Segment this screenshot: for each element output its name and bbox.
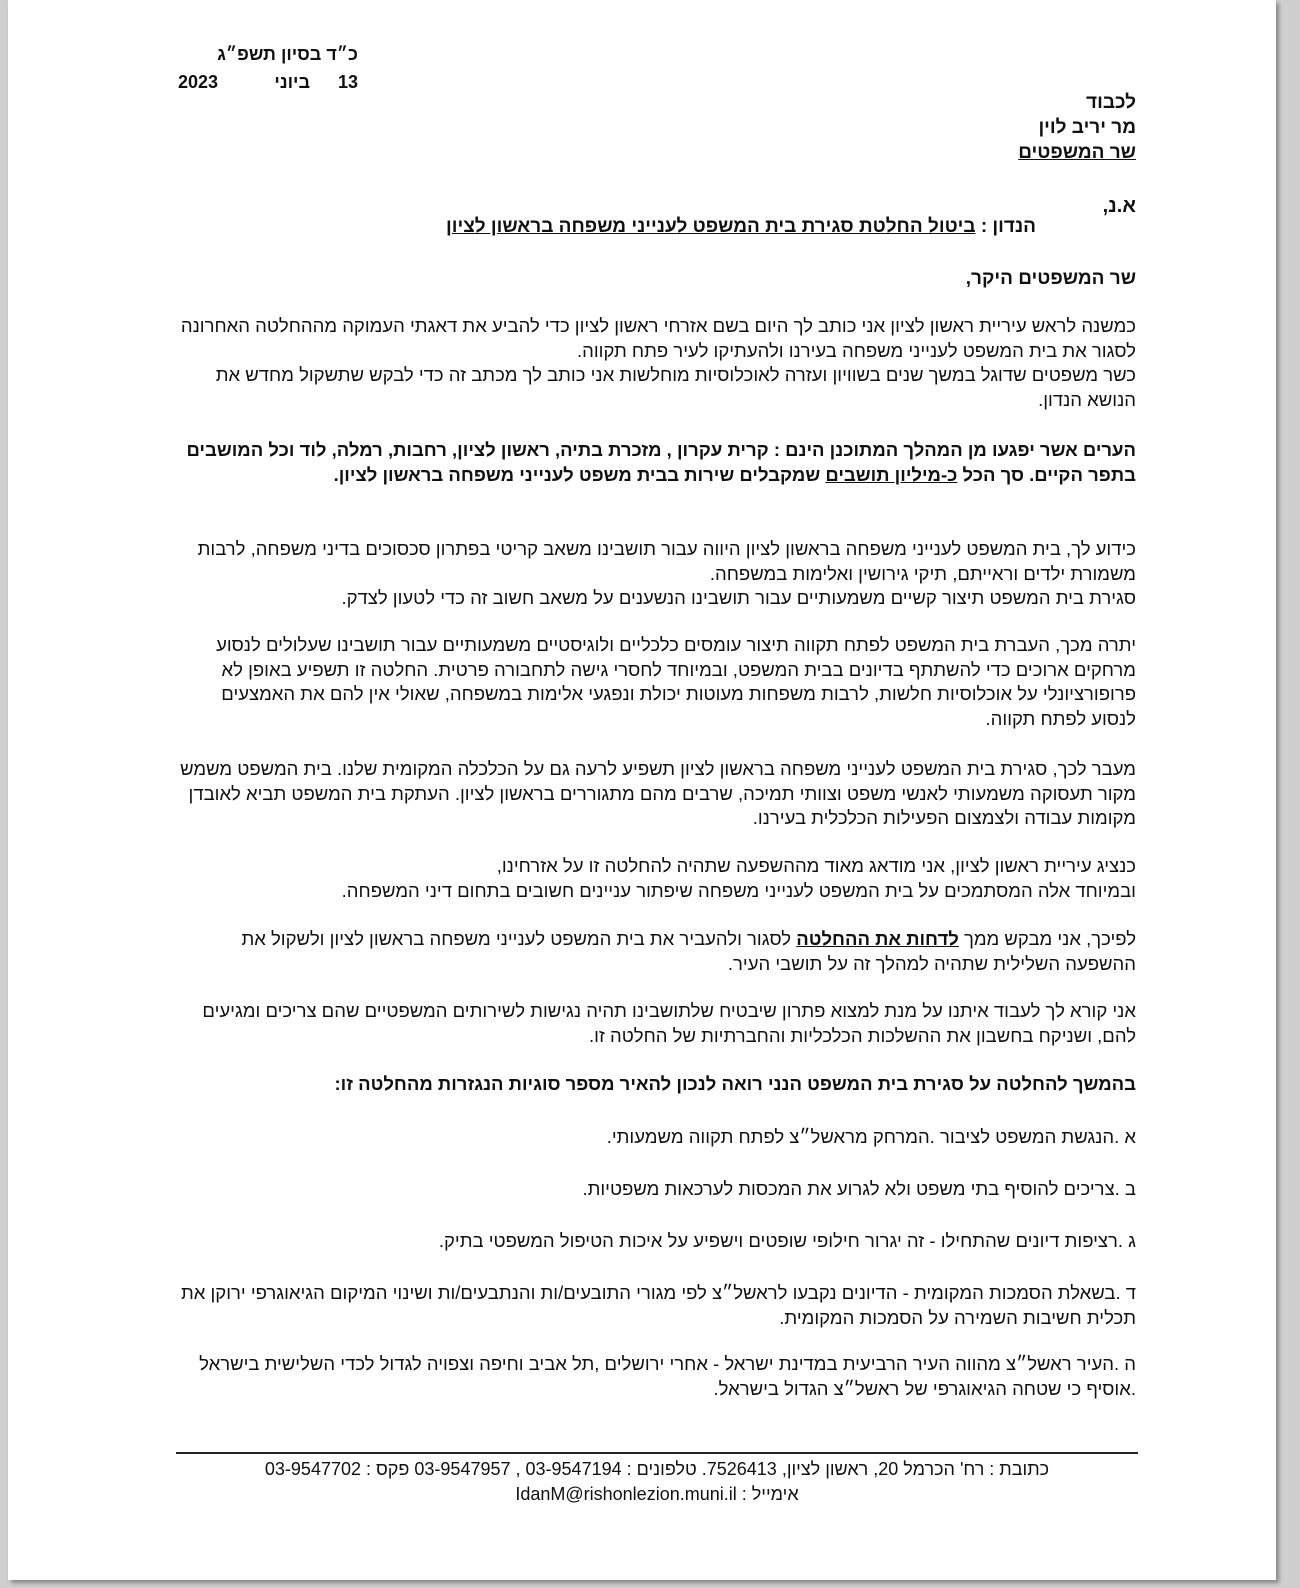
addressee-honorific: לכבוד (1086, 92, 1136, 113)
addressee-block (1018, 90, 1136, 165)
paragraph-economy: מעבר לכך, סגירת בית המשפט לענייני משפחה בראשון לציון תשפיע לרעה גם על הכלכלה המקומית שלנו. בית המשפט משמש מקור תעסוקה משמעותי לאנשי משפט וצוותי תמיכה, שרבים מהם מתגוררים בראשון לציון. העתקת בית המשפט תביא לאובדן מקומות עבודה ולצמצום הפעילות הכלכלית בעירנו. (180, 758, 1136, 828)
paragraph-intro (178, 314, 1136, 412)
paragraph-text: לפיכך, אני מבקש ממך (963, 928, 1136, 949)
paragraph-text: ובמיוחד אלה המסתמכים על בית המשפט לענייני משפחה שיפתור עניינים חשובים בתחום דיני המשפחה. (341, 879, 1136, 901)
date-block (178, 40, 358, 96)
date-month: ביוני (274, 72, 310, 92)
hebrew-date: כ״ד בסיון תשפ״ג (217, 44, 358, 64)
paragraph-court-role (178, 537, 1136, 611)
issue-item: ב .צריכים להוסיף בתי משפט ולא לגרוע את המכסות לערכאות משפטיות. (582, 1178, 1136, 1199)
paragraph-text: כידוע לך, בית המשפט לענייני משפחה בראשון לציון היווה עבור תושבינו משאב קריטי בפתרון סכסוכים בדיני משפחה, לרבות משמורת ילדים וראייתם, תיקי גירושין ואלימות במשפחה. (197, 538, 1136, 584)
paragraph-text: לסגור ולהעביר את בית המשפט לענייני משפחה בראשון לציון ולשקול את ההשפעה השלילית שתהיה למהלך זה על תושבי העיר. (241, 928, 1136, 974)
paragraph-concern (178, 854, 1136, 903)
paragraph-text: סגירת בית המשפט תיצור קשיים משמעותיים עבור תושבינו הנשענים על משאב חשוב זה כדי לטעון לצדק. (341, 587, 1136, 608)
issue-item: ה .העיר ראשל״צ מהווה העיר הרביעית במדינת ישראל - אחרי ירושלים ,תל אביב וחיפה וצפויה לגדול לכדי השלישית בישראל .אוסיף כי שטחה הגיאוגרפי של ראשל״צ הגדול בישראל. (199, 1353, 1136, 1399)
letter-page (8, 0, 1276, 1580)
issue-item: ג .רציפות דיונים שהתחילו - זה יגרור חילופי שופטים וישפיע על איכות הטיפול המשפטי בתיק. (438, 1230, 1136, 1251)
email-link[interactable]: IdanM@rishonlezion.muni.il (515, 1484, 737, 1504)
paragraph-call: אני קורא לך לעבוד איתנו על מנת למצוא פתרון שיבטיח שלתושבינו תהיה נגישות לשירותים המשפטיים שהם צריכים ומגיעים להם, ושניקח בחשבון את ההשלכות הכלכליות והחברתיות של החלטה זו. (202, 1000, 1136, 1046)
salutation: שר המשפטים היקר, (965, 268, 1136, 289)
subject-text: ביטול החלטת סגירת בית המשפט לענייני משפחה בראשון לציון (446, 216, 976, 237)
subject-label: הנדון : (980, 216, 1036, 237)
paragraph-text: כנציג עיריית ראשון לציון, אני מודאג מאוד מההשפעה שתהיה להחלטה זו על אזרחינו, (496, 855, 1136, 876)
paragraph-issues-heading: בהמשך להחלטה על סגירת בית המשפט הנני רואה לנכון להאיר מספר סוגיות הנגזרות מהחלטה זו: (334, 1073, 1136, 1094)
request-highlight: לדחות את ההחלטה (796, 928, 959, 949)
date-year: 2023 (178, 72, 219, 92)
paragraph-text: כשר משפטים שדוגל במשך שנים בשוויון ועזרה לאוכלוסיות מוחלשות אני כותב לך מכתב זה כדי לבקש שתשקול מחדש את הנושא הנדון. (215, 364, 1136, 410)
footer-divider (176, 1452, 1138, 1454)
date-day: 13 (337, 72, 358, 92)
paragraph-request (178, 927, 1136, 976)
issue-item: א .הנגשת המשפט לציבור .המרחק מראשל״צ לפתח תקווה משמעותי. (606, 1126, 1136, 1147)
paragraph-text: שמקבלים שירות בבית משפט לענייני משפחה בראשון לציון. (333, 463, 821, 485)
footer-address: כתובת : רח' הכרמל 20, ראשון לציון, 7526413. טלפונים : 03-9547194 , 03-9547957 פקס : 03-9547702 (264, 1459, 1050, 1479)
paragraph-text: כמשנה לראש עיריית ראשון לציון אני כותב לך היום בשם אזרחי ראשון לציון כדי להביע את דאגתי העמוקה מההחלטה האחרונה לסגור את בית המשפט לענייני משפחה בעירנו ולהעתיקו לעיר פתח תקווה. (180, 315, 1136, 361)
subject-line (446, 216, 1036, 238)
paragraph-burden: יתרה מכך, העברת בית המשפט לפתח תקווה תיצור עומסים כלכליים ולוגיסטיים משמעותיים עבור תושבינו שעלולים לנסוע מרחקים ארוכים כדי להשתתף בדיונים בבית המשפט, ובמיוחד לחסרי גישה לתחבורה פרטית. החלטה זו תשפיע באופן לא פרופורציונלי על אוכלוסיות חלשות, לרבות משפחות מעוטות יכולת ונפגעי אלימות במשפחה, שאולי אין להם את האמצעים לנסוע לפתח תקווה. (216, 634, 1136, 729)
paragraph-text: הערים אשר יפגעו מן המהלך המתוכנן הינם : קרית עקרון , מזכרת בתיה, ראשון לציון, רחבות, רמלה, לוד וכל המושבים בתפר הקיים. סך הכל (186, 439, 1136, 485)
gregorian-date (178, 68, 358, 96)
addressee-title: שר המשפטים (1018, 142, 1136, 163)
population-highlight: כ-מיליון תושבים (825, 463, 958, 485)
issue-item: ד .בשאלת הסמכות המקומית - הדיונים נקבעו לראשל״צ לפי מגורי התובעים/ות והנתבעים/ות ושינוי המיקום הגיאוגרפי ירוקן את תכלית חשיבות השמירה על הסמכות המקומית. (180, 1282, 1136, 1328)
greeting-abbr: א.נ, (1102, 195, 1136, 217)
paragraph-affected-cities (178, 438, 1136, 487)
addressee-name: מר יריב לוין (1038, 117, 1136, 138)
footer (176, 1457, 1138, 1507)
footer-email-row (176, 1482, 1138, 1507)
email-label: אימייל : (741, 1484, 799, 1504)
